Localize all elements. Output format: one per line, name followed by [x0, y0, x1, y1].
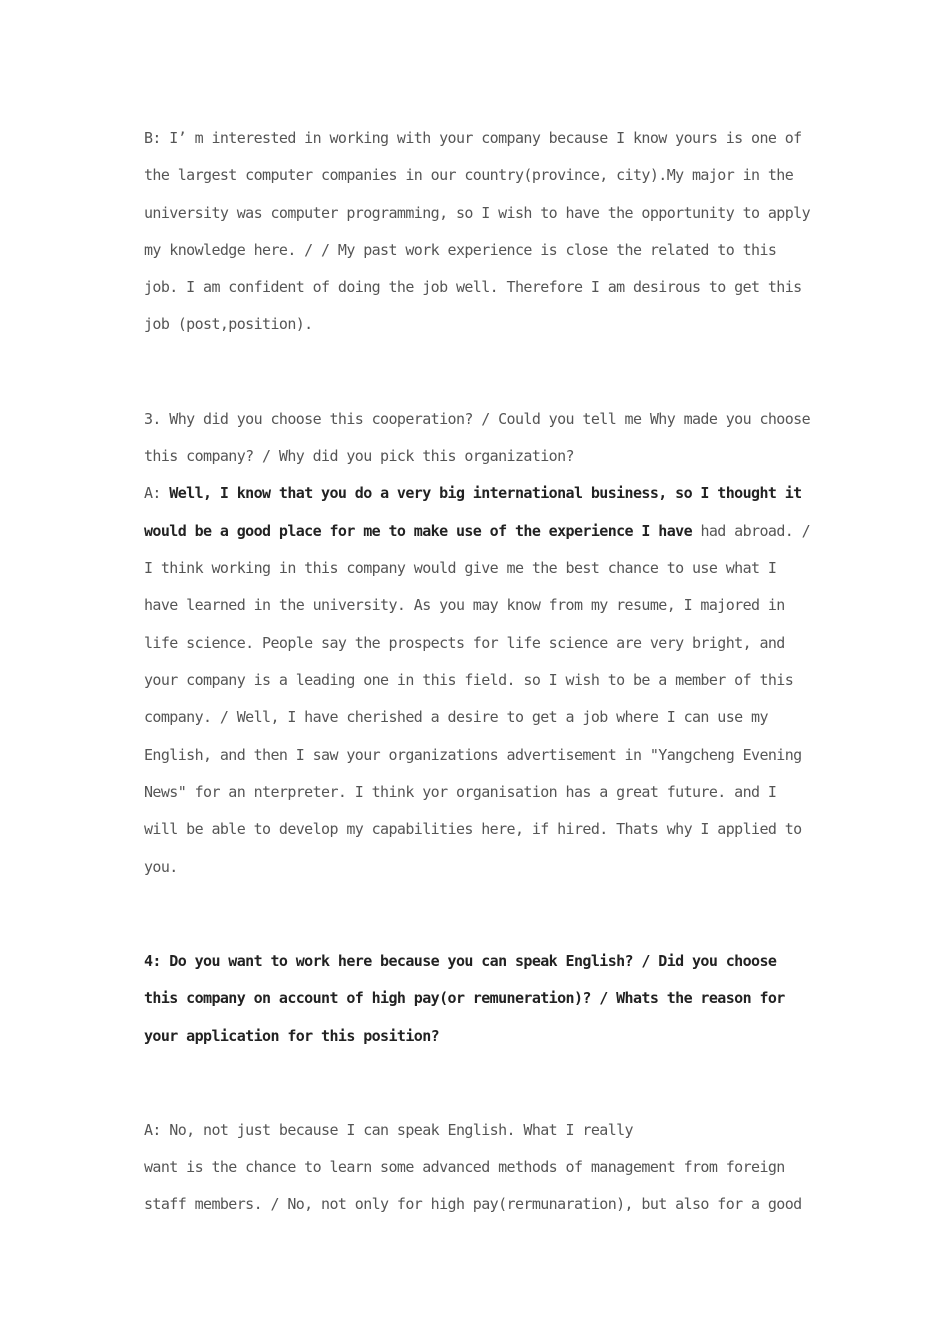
- b-answer-line-2: the largest computer companies in our country(province, city).My major in the: [144, 166, 794, 184]
- q3-answer-line-9: News" for an nterpreter. I think yor organisation has a great future. and I: [144, 783, 777, 801]
- q4-answer-line-2: want is the chance to learn some advanced methods of management from foreign: [144, 1158, 785, 1176]
- q3-answer-line-10: will be able to develop my capabilities here, if hired. Thats why I applied to: [144, 820, 802, 838]
- q3-answer-line-2: [144, 521, 810, 541]
- q3-answer-line-8: English, and then I saw your organizations advertisement in "Yangcheng Evening: [144, 746, 802, 764]
- q3-answer-line-3: I think working in this company would give me the best chance to use what I: [144, 559, 777, 577]
- q3-answer-line-5: life science. People say the prospects for life science are very bright, and: [144, 634, 785, 652]
- b-answer-line-5: job. I am confident of doing the job well. Therefore I am desirous to get this: [144, 278, 802, 296]
- q3-question-line-2: this company? / Why did you pick this organization?: [144, 447, 574, 465]
- q4-answer-line-3: staff members. / No, not only for high pay(rermunaration), but also for a good: [144, 1195, 802, 1213]
- b-answer-line-1: B: I’ m interested in working with your company because I know yours is one of: [144, 129, 802, 147]
- q3-answer-line-11: you.: [144, 858, 178, 876]
- q3-answer-line-4: have learned in the university. As you may know from my resume, I majored in: [144, 596, 785, 614]
- b-answer-line-6: job (post,position).: [144, 315, 313, 333]
- q3-answer-bold-line-2: would be a good place for me to make use of the experience I have: [144, 522, 693, 540]
- q4-question-line-3: your application for this position?: [144, 1027, 440, 1045]
- q4-answer-line-1: A: No, not just because I can speak English. What I really: [144, 1121, 633, 1139]
- b-answer-line-3: university was computer programming, so I wish to have the opportunity to apply: [144, 204, 811, 222]
- q3-answer-line-7: company. / Well, I have cherished a desire to get a job where I can use my: [144, 708, 768, 726]
- b-answer-line-4: my knowledge here. / / My past work experience is close the related to this: [144, 241, 777, 259]
- q3-answer-line-2-rest: had abroad. /: [692, 522, 811, 540]
- q3-answer-line-1: [144, 483, 802, 503]
- q3-answer-bold-line-1: Well, I know that you do a very big international business, so I thought it: [169, 484, 802, 502]
- q3-question-line-1: 3. Why did you choose this cooperation? / Could you tell me Why made you choose: [144, 410, 811, 428]
- q4-question-line-2: this company on account of high pay(or remuneration)? / Whats the reason for: [144, 989, 785, 1007]
- q3-answer-line-6: your company is a leading one in this field. so I wish to be a member of this: [144, 671, 794, 689]
- q4-question-line-1: 4: Do you want to work here because you can speak English? / Did you choose: [144, 952, 777, 970]
- q3-answer-prefix: A:: [144, 484, 170, 502]
